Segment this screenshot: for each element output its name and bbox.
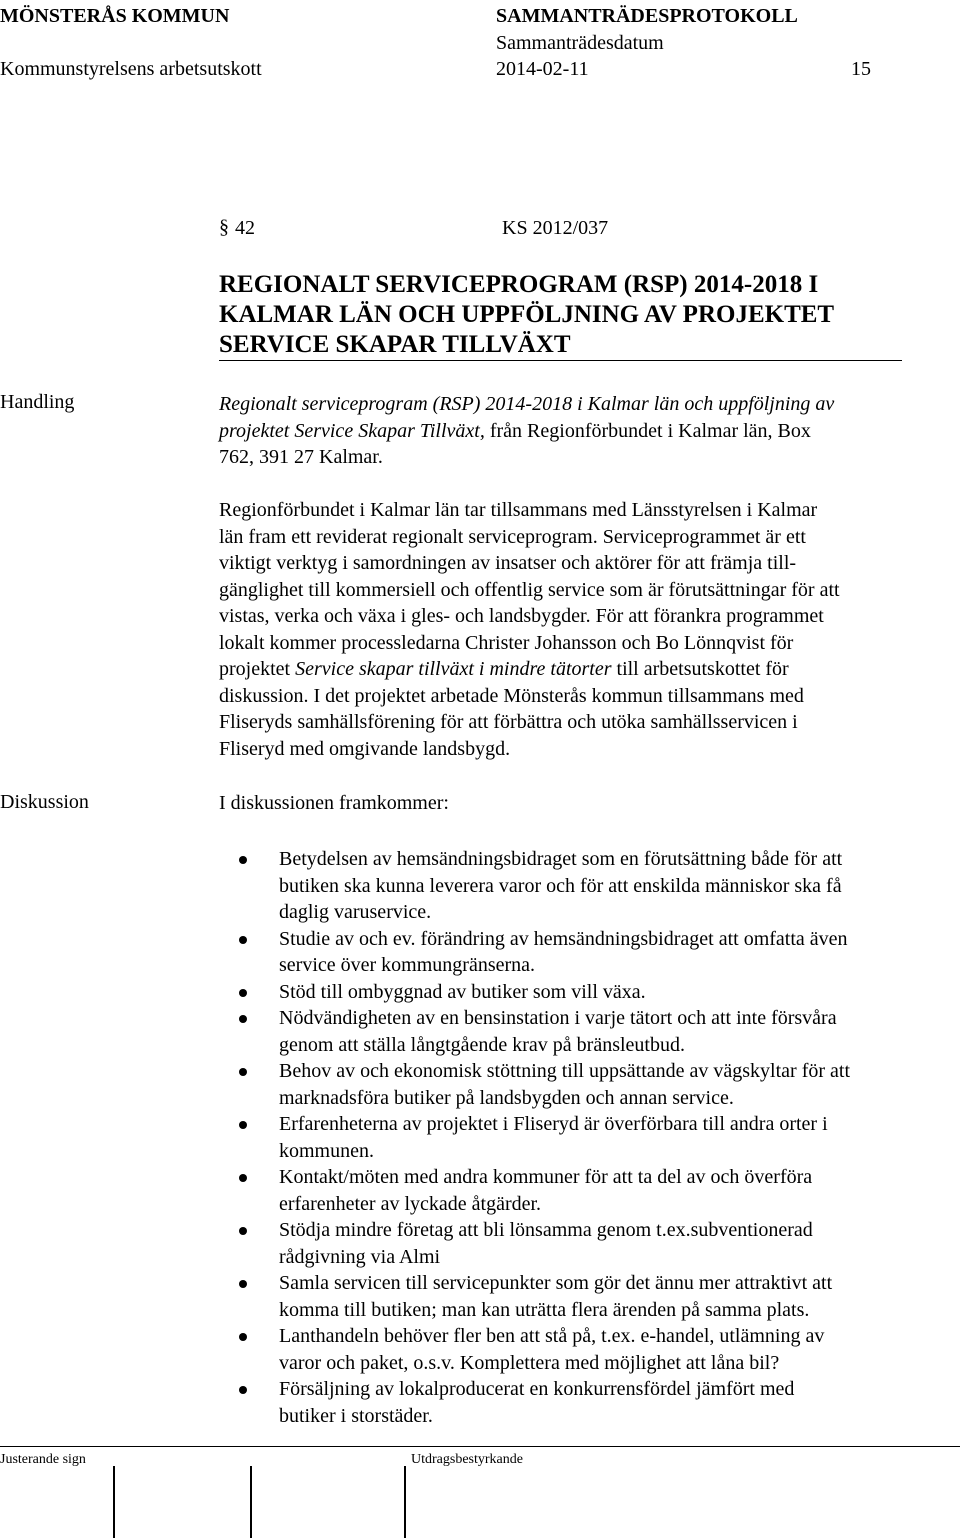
list-item-line: butiken ska kunna leverera varor och för att enskilda människor ska få <box>279 874 842 897</box>
footer-divider <box>0 1446 960 1447</box>
list-item-line: butiker i storstäder. <box>279 1404 433 1427</box>
paragraph-line: viktigt verktyg i samordningen av insatser och aktörer för att främja till- <box>219 552 797 574</box>
paragraph-line: Fliseryds samhällsförening för att förbättra och utöka samhällsservicen i <box>219 711 798 733</box>
paragraph-line: projektet Service skapar tillväxt i mindre tätorter till arbetsutskottet för <box>219 658 789 680</box>
handling-label: Handling <box>0 391 75 413</box>
bullet-dot-icon <box>239 1333 247 1341</box>
list-item-line: kommunen. <box>279 1139 374 1162</box>
list-item <box>219 846 939 926</box>
list-item <box>219 1005 939 1058</box>
handling-source: från Regionförbundet i Kalmar län, Box <box>484 419 811 442</box>
paragraph-line: Regionförbundet i Kalmar län tar tillsammans med Länsstyrelsen i Kalmar <box>219 499 818 521</box>
list-item-line: marknadsföra butiker på landsbygden och annan service. <box>279 1086 734 1109</box>
list-item <box>219 1164 939 1217</box>
list-item <box>219 1376 939 1429</box>
paragraph-line: län fram ett reviderat regionalt serviceprogram. Serviceprogrammet är ett <box>219 525 806 548</box>
justerande-sign-label: Justerande sign <box>0 1452 86 1467</box>
signature-field <box>404 1466 406 1538</box>
handling-document-title: Regionalt serviceprogram (RSP) 2014-2018 i Kalmar län och uppföljning av <box>219 393 835 415</box>
paragraph-line: diskussion. I det projektet arbetade Mönsterås kommun tillsammans med <box>219 684 804 707</box>
bullet-dot-icon <box>239 1015 247 1023</box>
handling-text <box>219 391 919 471</box>
list-item <box>219 926 939 979</box>
list-item-line: Lanthandeln behöver fler ben att stå på, t.ex. e-handel, utlämning av <box>279 1325 825 1347</box>
list-item-line: Studie av och ev. förändring av hemsändningsbidraget att omfatta även <box>279 927 848 950</box>
protocol-title: SAMMANTRÄDESPROTOKOLL <box>496 5 798 27</box>
list-item-line: erfarenheter av lyckade åtgärder. <box>279 1192 542 1215</box>
discussion-bullet-list <box>219 846 939 1429</box>
page-number: 15 <box>851 58 871 80</box>
bullet-dot-icon <box>239 1068 247 1076</box>
paragraph-line: gänglighet till kommersiell och offentlig service som är förutsättningar för att <box>219 578 840 601</box>
list-item-line: varor och paket, o.s.v. Komplettera med möjlighet att låna bil? <box>279 1351 780 1374</box>
meeting-date: 2014-02-11 <box>496 58 589 80</box>
list-item <box>219 1111 939 1164</box>
list-item <box>219 1323 939 1376</box>
list-item <box>219 1058 939 1111</box>
handling-project-name: projektet Service Skapar Tillväxt, <box>219 419 485 442</box>
list-item <box>219 979 939 1006</box>
paragraph-line: vistas, verka och växa i gles- och landsbygder. För att förankra programmet <box>219 605 824 627</box>
list-item <box>219 1217 939 1270</box>
utdragsbestyrkande-label: Utdragsbestyrkande <box>411 1452 523 1467</box>
bullet-dot-icon <box>239 1121 247 1129</box>
municipality-name: MÖNSTERÅS KOMMUN <box>0 5 230 27</box>
list-item-line: Betydelsen av hemsändningsbidraget som en förutsättning både för att <box>279 848 843 870</box>
bullet-dot-icon <box>239 1227 247 1235</box>
list-item-line: genom att ställa långtgående krav på bränsleutbud. <box>279 1033 685 1056</box>
list-item-line: daglig varuservice. <box>279 901 432 923</box>
paragraph-number: 42 <box>235 217 255 239</box>
list-item-line: Samla servicen till servicepunkter som gör det ännu mer attraktivt att <box>279 1272 833 1294</box>
list-item-line: Erfarenheterna av projektet i Fliseryd är överförbara till andra orter i <box>279 1113 828 1135</box>
diskussion-label: Diskussion <box>0 791 89 813</box>
paragraph-sign: § <box>219 216 229 238</box>
title-underline <box>219 360 902 361</box>
page-title-line-1: REGIONALT SERVICEPROGRAM (RSP) 2014-2018 I <box>219 271 819 298</box>
list-item-line: Försäljning av lokalproducerat en konkurrensfördel jämfört med <box>279 1378 795 1400</box>
handling-address: 762, 391 27 Kalmar. <box>219 446 383 468</box>
list-item-line: rådgivning via Almi <box>279 1245 441 1268</box>
bullet-dot-icon <box>239 856 247 864</box>
bullet-dot-icon <box>239 936 247 944</box>
signature-field <box>113 1466 115 1538</box>
page-title-line-3: SERVICE SKAPAR TILLVÄXT <box>219 331 571 358</box>
paragraph-line: lokalt kommer processledarna Christer Johansson och Bo Lönnqvist för <box>219 631 794 654</box>
list-item-line: Behov av och ekonomisk stöttning till uppsättande av vägskyltar för att <box>279 1060 851 1082</box>
bullet-dot-icon <box>239 989 247 997</box>
background-paragraph <box>219 497 919 762</box>
bullet-dot-icon <box>239 1386 247 1394</box>
case-number: KS 2012/037 <box>502 217 609 239</box>
list-item-line: Kontakt/möten med andra kommuner för att ta del av och överföra <box>279 1166 813 1188</box>
bullet-dot-icon <box>239 1174 247 1182</box>
list-item-line: service över kommungränserna. <box>279 954 536 976</box>
list-item-line: komma till butiken; man kan uträtta flera ärenden på samma plats. <box>279 1298 810 1321</box>
project-title-italic: Service skapar tillväxt i mindre tätorter <box>295 658 612 680</box>
list-item-line: Nödvändigheten av en bensinstation i varje tätort och att inte försvåra <box>279 1007 837 1029</box>
signature-field <box>250 1466 252 1538</box>
list-item <box>219 1270 939 1323</box>
list-item-line: Stödja mindre företag att bli lönsamma genom t.ex.subventionerad <box>279 1219 813 1241</box>
diskussion-intro: I diskussionen framkommer: <box>219 792 449 814</box>
list-item-line: Stöd till ombyggnad av butiker som vill växa. <box>279 980 646 1003</box>
bullet-dot-icon <box>239 1280 247 1288</box>
page-title-line-2: KALMAR LÄN OCH UPPFÖLJNING AV PROJEKTET <box>219 301 835 328</box>
paragraph-line: Fliseryd med omgivande landsbygd. <box>219 737 511 760</box>
date-label: Sammanträdesdatum <box>496 32 664 54</box>
committee-name: Kommunstyrelsens arbetsutskott <box>0 58 262 80</box>
